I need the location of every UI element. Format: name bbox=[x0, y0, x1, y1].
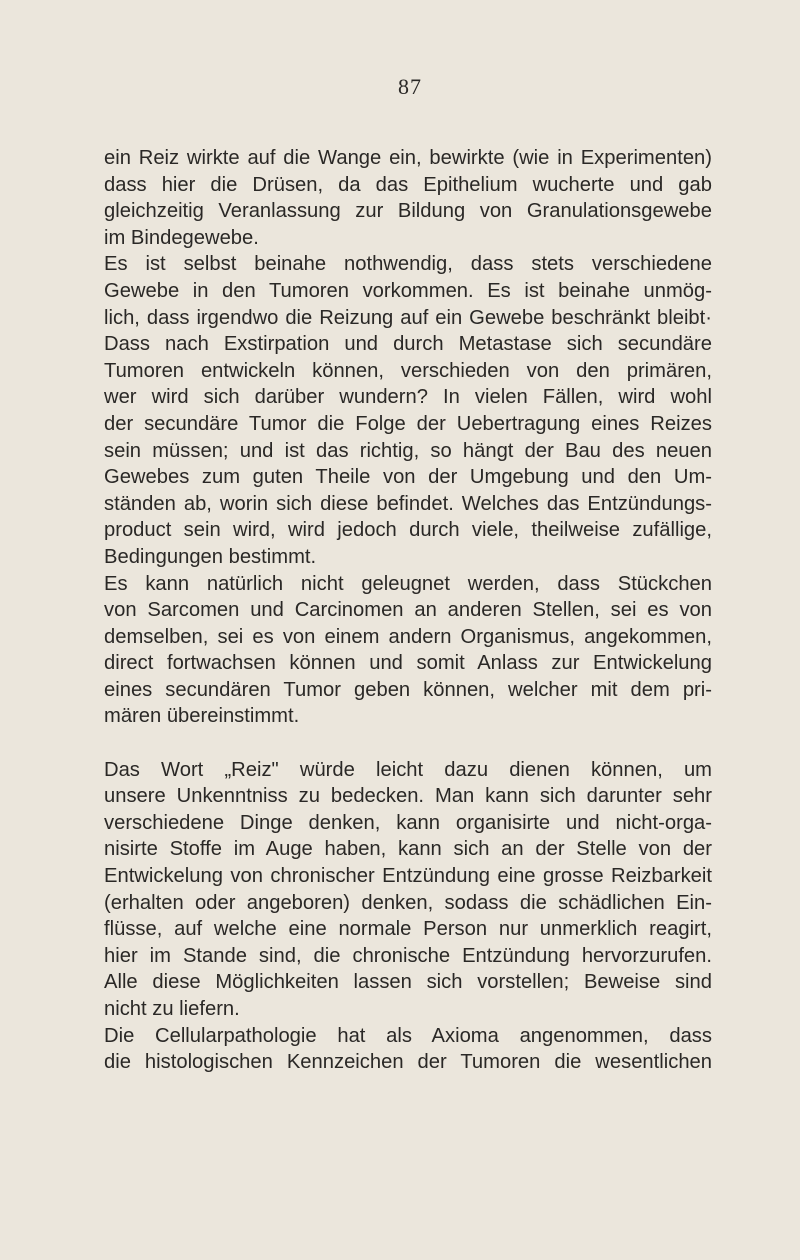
text-line: im Bindegewebe. bbox=[104, 226, 259, 249]
text-line: verschiedene Dinge denken, kann organisirte und nicht-orga- bbox=[104, 811, 712, 834]
text-line: gleichzeitig Veranlassung zur Bildung von Granulationsgewebe bbox=[104, 200, 712, 223]
text-line: Gewebes zum guten Theile von der Umgebung und den Um- bbox=[104, 466, 712, 489]
text-line: Bedingungen bestimmt. bbox=[104, 545, 317, 568]
text-line: der secundäre Tumor die Folge der Uebertragung eines Reizes bbox=[104, 412, 712, 435]
text-line: Tumoren entwickeln können, verschieden von den primären, bbox=[104, 359, 712, 382]
text-line: hier im Stande sind, die chronische Entzündung hervorzurufen. bbox=[104, 944, 712, 967]
text-line: Gewebe in den Tumoren vorkommen. Es ist beinahe unmög- bbox=[104, 279, 712, 302]
text-line: ein Reiz wirkte auf die Wange ein, bewirkte (wie in Experimenten) bbox=[104, 147, 712, 169]
text-line: wer wird sich darüber wundern? In vielen Fällen, wird wohl bbox=[104, 386, 712, 409]
text-line: die histologischen Kennzeichen der Tumoren die wesentlichen bbox=[104, 1051, 712, 1074]
text-line: (erhalten oder angeboren) denken, sodass die schädlichen Ein- bbox=[104, 891, 712, 914]
page-number: 87 bbox=[398, 74, 422, 99]
text-line: Die Cellularpathologie hat als Axioma angenommen, dass bbox=[104, 1024, 712, 1047]
text-line: unsere Unkenntniss zu bedecken. Man kann sich darunter sehr bbox=[104, 785, 712, 808]
text-line: sein müssen; und ist das richtig, so hängt der Bau des neuen bbox=[104, 439, 712, 462]
text-line: ständen ab, worin sich diese befindet. Welches das Entzündungs- bbox=[104, 492, 712, 515]
text-line: von Sarcomen und Carcinomen an anderen Stellen, sei es von bbox=[104, 599, 712, 622]
text-line: dass hier die Drüsen, da das Epithelium wucherte und gab bbox=[104, 173, 712, 196]
text-line: Das Wort „Reiz" würde leicht dazu dienen können, um bbox=[104, 758, 712, 781]
body-text bbox=[104, 145, 712, 1076]
text-line: Dass nach Exstirpation und durch Metastase sich secundäre bbox=[104, 333, 712, 356]
text-line: Entwickelung von chronischer Entzündung eine grosse Reizbarkeit bbox=[104, 865, 712, 888]
paragraph-gap bbox=[104, 730, 712, 757]
text-line: flüsse, auf welche eine normale Person nur unmerklich reagirt, bbox=[104, 918, 712, 941]
text-line: Es ist selbst beinahe nothwendig, dass stets verschiedene bbox=[104, 253, 712, 276]
text-line: lich, dass irgendwo die Reizung auf ein Gewebe beschränkt bleibt· bbox=[104, 306, 712, 329]
text-line: mären übereinstimmt. bbox=[104, 705, 300, 728]
text-line: nicht zu liefern. bbox=[104, 998, 240, 1020]
text-line: eines secundären Tumor geben können, welcher mit dem pri- bbox=[104, 678, 712, 701]
text-line: Alle diese Möglichkeiten lassen sich vorstellen; Beweise sind bbox=[104, 971, 712, 994]
text-line: direct fortwachsen können und somit Anlass zur Entwickelung bbox=[104, 652, 712, 675]
text-line: product sein wird, wird jedoch durch viele, theilweise zufällige, bbox=[104, 519, 712, 542]
text-line: nisirte Stoffe im Auge haben, kann sich an der Stelle von der bbox=[104, 838, 712, 861]
text-line: demselben, sei es von einem andern Organismus, angekommen, bbox=[104, 625, 712, 648]
text-line: Es kann natürlich nicht geleugnet werden, dass Stückchen bbox=[104, 572, 712, 595]
